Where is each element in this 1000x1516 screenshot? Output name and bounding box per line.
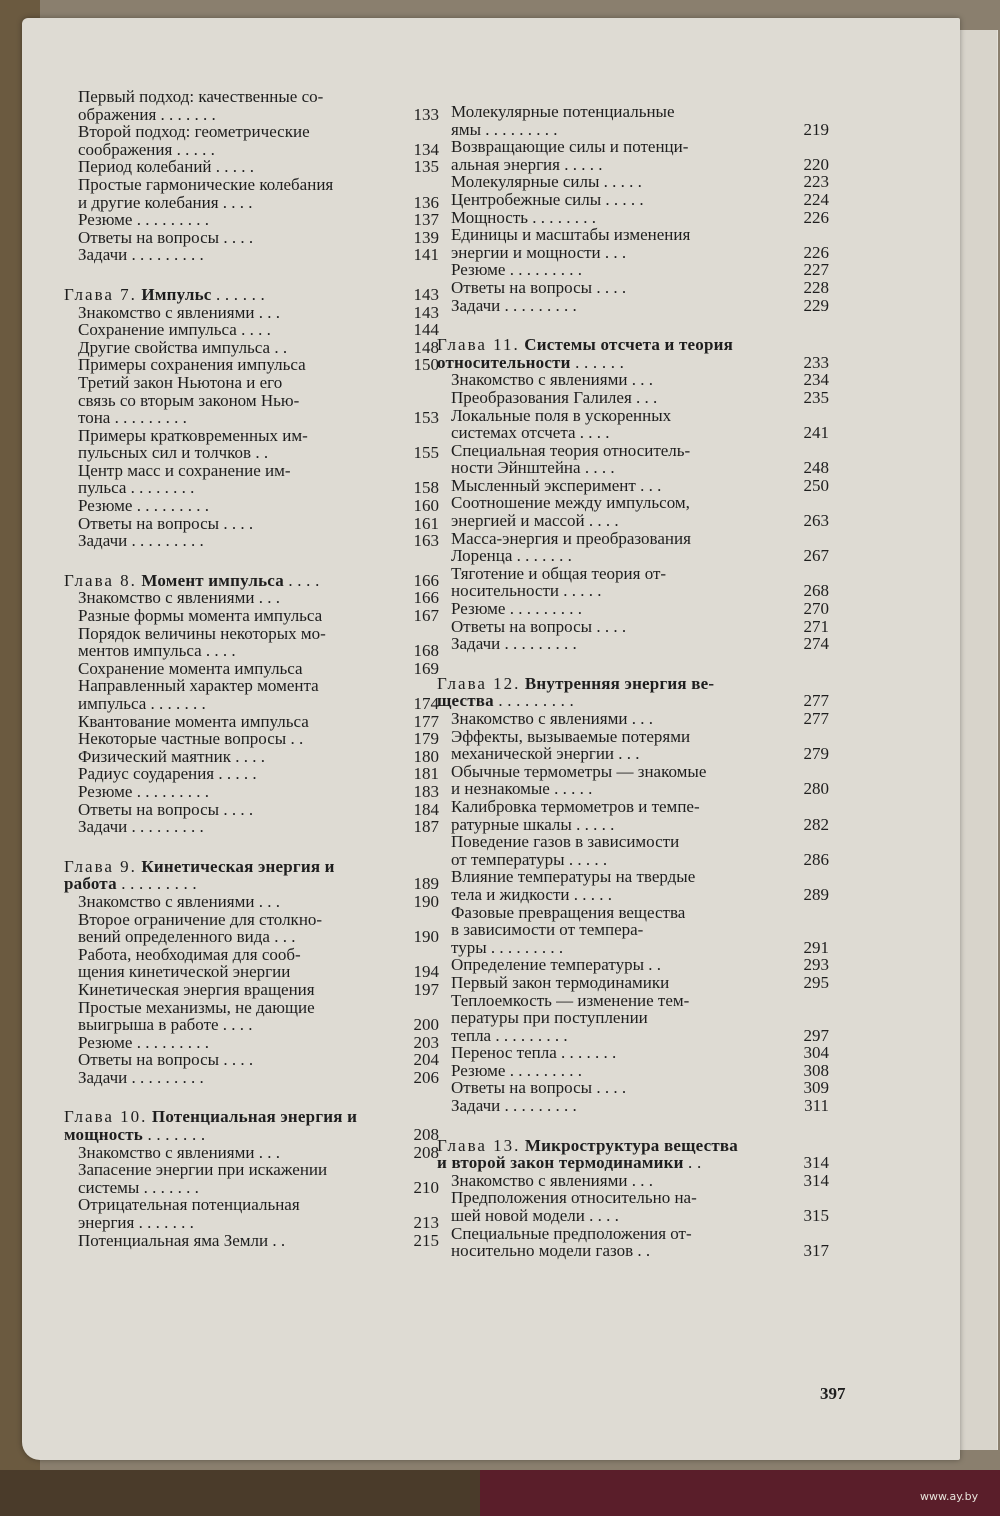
toc-entry — [437, 477, 829, 495]
chapter-label: Глава 7. — [64, 284, 137, 304]
entry-title: Разные формы момента импульса — [78, 606, 323, 626]
entry-title: Калибровка термометров и темпе- ратурные шкалы . . . . . — [451, 796, 700, 834]
toc-entry — [437, 565, 829, 600]
entry-page-number: 139 — [413, 227, 439, 247]
entry-page-number: 169 — [413, 658, 439, 678]
entry-title: Ответы на вопросы . . . . — [451, 1078, 627, 1098]
toc-entry — [437, 833, 829, 868]
toc-entry — [64, 532, 439, 550]
entry-title: Радиус соударения . . . . . — [78, 764, 257, 784]
toc-entry — [437, 1225, 829, 1260]
chapter-title — [64, 572, 387, 590]
entry-page-number: 274 — [803, 634, 829, 654]
entry-title: Задачи . . . . . . . . . — [451, 634, 577, 654]
toc-entry — [64, 713, 439, 731]
toc-entry — [64, 911, 439, 946]
chapter-leader: . . . . . . — [211, 284, 265, 304]
entry-page-number: 286 — [803, 849, 829, 869]
entry-page-number: 215 — [413, 1230, 439, 1250]
entry-title: Первый закон термодинамики — [451, 972, 670, 992]
toc-entry — [437, 226, 829, 261]
chapter-label: Глава 11. — [437, 335, 520, 355]
toc-entry — [64, 515, 439, 533]
toc-entry — [64, 589, 439, 607]
toc-entry — [64, 1034, 439, 1052]
entry-title: Ответы на вопросы . . . . — [451, 277, 627, 297]
entry-page-number: 277 — [803, 691, 829, 711]
entry-title: Возвращающие силы и потенци- альная энергия . . . . . — [451, 137, 689, 174]
entry-page-number: 227 — [803, 260, 829, 280]
chapter-label: Глава 13. — [437, 1135, 521, 1155]
toc-entry — [64, 304, 439, 322]
entry-title: Период колебаний . . . . . — [78, 157, 255, 177]
toc-entry — [437, 728, 829, 763]
entry-page-number: 297 — [803, 1025, 829, 1045]
toc-entry — [64, 88, 439, 123]
entry-title: Локальные поля в ускоренных системах отсчета . . . . — [451, 405, 672, 443]
entry-page-number: 234 — [803, 370, 829, 390]
entry-page-number: 206 — [413, 1067, 439, 1087]
entry-title: Сохранение импульса . . . . — [78, 320, 271, 340]
entry-title: Ответы на вопросы . . . . — [78, 513, 254, 533]
chapter-name: Кинетическая энергия и работа — [64, 856, 335, 894]
chapter-label: Глава 8. — [64, 570, 137, 590]
entry-page-number: 166 — [413, 588, 439, 608]
entry-title: Знакомство с явлениями . . . — [451, 709, 653, 728]
entry-title: Определение температуры . . — [451, 955, 662, 975]
entry-page-number: 220 — [803, 154, 829, 174]
entry-page-number: 224 — [803, 189, 829, 209]
entry-title: Второе ограничение для столкно- вений определенного вида . . . — [78, 909, 323, 947]
toc-entry — [64, 123, 439, 158]
toc-chapter-heading — [437, 1137, 829, 1172]
entry-title: Резюме . . . . . . . . . — [78, 781, 209, 801]
toc-entry — [437, 530, 829, 565]
toc-entry — [437, 956, 829, 974]
toc-entry — [437, 371, 829, 389]
entry-title: Направленный характер момента импульса . . . . . . . — [78, 676, 319, 713]
entry-title: Знакомство с явлениями . . . — [451, 370, 653, 390]
entry-page-number: 314 — [803, 1170, 829, 1190]
chapter-title — [437, 1137, 777, 1172]
toc-entry — [437, 191, 829, 209]
entry-page-number: 190 — [413, 891, 439, 911]
entry-title: Молекулярные силы . . . . . — [451, 172, 642, 192]
toc-chapter-heading — [437, 675, 829, 710]
toc-chapter-heading — [64, 286, 439, 304]
toc-entry — [437, 279, 829, 297]
entry-title: Масса-энергия и преобразования Лоренца . . . . . . . — [451, 528, 691, 566]
toc-entry — [437, 1097, 829, 1115]
toc-entry — [64, 748, 439, 766]
entry-page-number: 235 — [803, 387, 829, 407]
entry-page-number: 134 — [413, 139, 439, 159]
toc-entry — [437, 798, 829, 833]
entry-title: Знакомство с явлениями . . . — [78, 302, 280, 322]
entry-page-number: 194 — [413, 962, 439, 982]
toc-entry — [437, 618, 829, 636]
toc-entry — [437, 1079, 829, 1097]
toc-entry — [64, 660, 439, 678]
toc-entry — [64, 999, 439, 1034]
toc-entry — [64, 818, 439, 836]
toc-right-column — [437, 103, 829, 1260]
toc-entry — [437, 1172, 829, 1190]
toc-entry — [64, 246, 439, 264]
entry-page-number: 280 — [803, 779, 829, 799]
entry-page-number: 223 — [803, 172, 829, 192]
entry-title: Знакомство с явлениями . . . — [451, 1170, 653, 1190]
entry-title: Преобразования Галилея . . . — [451, 387, 658, 407]
toc-entry — [64, 321, 439, 339]
toc-chapter-heading — [64, 572, 439, 590]
entry-title: Ответы на вопросы . . . . — [451, 616, 627, 636]
entry-title: Отрицательная потенциальная энергия . . . . . . . — [78, 1195, 300, 1233]
entry-title: Задачи . . . . . . . . . — [451, 295, 577, 315]
entry-title: Запасение энергии при искажении системы . . . . . . . — [78, 1160, 328, 1197]
entry-title: Первый подход: качественные со- ображения . . . . . . . — [78, 87, 324, 124]
toc-entry — [437, 974, 829, 992]
toc-entry — [437, 904, 829, 957]
entry-title: Центр масс и сохранение им- пульса . . . . . . . . — [78, 460, 291, 498]
entry-page-number: 219 — [803, 119, 829, 139]
entry-page-number: 279 — [803, 744, 829, 764]
toc-entry — [64, 730, 439, 748]
entry-page-number: 282 — [803, 814, 829, 834]
entry-title: Второй подход: геометрические соображения . . . . . — [78, 122, 310, 159]
entry-title: Влияние температуры на твердые тела и жидкости . . . . . — [451, 867, 696, 904]
entry-page-number: 226 — [803, 242, 829, 262]
entry-page-number: 268 — [803, 581, 829, 601]
entry-page-number: 155 — [413, 443, 439, 463]
chapter-name: Микроструктура вещества и второй закон термодинамики — [437, 1135, 738, 1173]
entry-title: Резюме . . . . . . . . . — [78, 210, 209, 230]
toc-entry — [437, 103, 829, 138]
entry-page-number: 174 — [413, 694, 439, 713]
chapter-name: Потенциальная энергия и мощность — [64, 1107, 358, 1145]
entry-page-number: 311 — [804, 1096, 829, 1116]
toc-entry — [437, 261, 829, 279]
toc-left-column — [64, 88, 439, 1249]
entry-title: Третий закон Ньютона и его связь со вторым законом Нью- тона . . . . . . . . . — [78, 372, 300, 428]
entry-title: Задачи . . . . . . . . . — [78, 245, 204, 265]
entry-title: Ответы на вопросы . . . . — [78, 799, 254, 819]
chapter-title — [437, 336, 777, 371]
toc-entry — [64, 981, 439, 999]
entry-title: Обычные термометры — знакомые и незнакомые . . . . . — [451, 761, 707, 799]
watermark: www.ay.by — [920, 1490, 979, 1503]
entry-page-number: 197 — [413, 979, 439, 999]
entry-title: Резюме . . . . . . . . . — [78, 1032, 209, 1052]
toc-entry — [64, 229, 439, 247]
toc-entry — [64, 497, 439, 515]
chapter-label: Глава 9. — [64, 856, 137, 876]
toc-entry — [437, 442, 829, 477]
entry-title: Соотношение между импульсом, энергией и массой . . . . — [451, 493, 690, 531]
entry-page-number: 208 — [413, 1142, 439, 1162]
entry-page-number: 315 — [803, 1206, 829, 1226]
chapter-title — [64, 1108, 387, 1143]
entry-page-number: 241 — [803, 423, 829, 443]
entry-page-number: 143 — [413, 302, 439, 322]
entry-page-number: 160 — [413, 496, 439, 516]
chapter-leader: . . . . . . . . . — [116, 874, 197, 894]
toc-entry — [437, 407, 829, 442]
entry-title: Резюме . . . . . . . . . — [78, 496, 209, 516]
toc-entry — [64, 176, 439, 211]
entry-title: Сохранение момента импульса — [78, 658, 303, 678]
toc-entry — [437, 297, 829, 315]
entry-page-number: 200 — [413, 1015, 439, 1035]
entry-page-number: 163 — [413, 531, 439, 551]
entry-title: Центробежные силы . . . . . — [451, 189, 644, 209]
toc-entry — [64, 462, 439, 497]
entry-page-number: 148 — [413, 337, 439, 357]
entry-title: Задачи . . . . . . . . . — [78, 531, 204, 551]
entry-title: Порядок величины некоторых мо- ментов импульса . . . . — [78, 623, 326, 661]
toc-entry — [437, 868, 829, 903]
entry-title: Знакомство с явлениями . . . — [78, 588, 280, 608]
toc-entry — [64, 1161, 439, 1196]
toc-chapter-heading — [64, 858, 439, 893]
entry-page-number: 177 — [413, 711, 439, 731]
entry-title: Знакомство с явлениями . . . — [78, 891, 280, 911]
chapter-name: Момент импульса — [141, 570, 284, 590]
entry-page-number: 229 — [803, 295, 829, 315]
toc-entry — [64, 158, 439, 176]
entry-page-number: 137 — [413, 210, 439, 230]
entry-page-number: 270 — [803, 599, 829, 619]
entry-title: Примеры сохранения импульса — [78, 355, 306, 375]
entry-page-number: 295 — [803, 972, 829, 992]
entry-page-number: 184 — [413, 799, 439, 819]
entry-page-number: 293 — [803, 955, 829, 975]
entry-page-number: 166 — [413, 570, 439, 590]
chapter-label: Глава 12. — [437, 673, 521, 693]
entry-page-number: 135 — [413, 157, 439, 177]
entry-title: Единицы и масштабы изменения энергии и мощности . . . — [451, 225, 691, 262]
entry-title: Фазовые превращения вещества в зависимости от темпера- туры . . . . . . . . . — [451, 902, 686, 957]
entry-title: Другие свойства импульса . . — [78, 337, 288, 357]
entry-page-number: 267 — [803, 546, 829, 566]
toc-entry — [64, 946, 439, 981]
entry-page-number: 204 — [413, 1050, 439, 1070]
entry-title: Ответы на вопросы . . . . — [78, 1050, 254, 1070]
entry-title: Специальная теория относитель- ности Эйнштейна . . . . — [451, 440, 691, 478]
toc-entry — [437, 209, 829, 227]
entry-title: Кинетическая энергия вращения — [78, 979, 315, 999]
entry-page-number: 183 — [413, 781, 439, 801]
chapter-leader: . . . . . . — [570, 352, 625, 372]
toc-entry — [437, 1044, 829, 1062]
toc-entry — [64, 427, 439, 462]
entry-page-number: 144 — [413, 320, 439, 340]
toc-entry — [64, 339, 439, 357]
entry-page-number: 226 — [803, 207, 829, 227]
chapter-leader: . . . . . . . . . — [493, 691, 574, 711]
entry-title: Перенос тепла . . . . . . . — [451, 1043, 617, 1063]
entry-page-number: 317 — [803, 1241, 829, 1261]
entry-page-number: 213 — [413, 1213, 439, 1233]
toc-entry — [437, 992, 829, 1045]
entry-page-number: 289 — [803, 884, 829, 904]
entry-page-number: 308 — [803, 1060, 829, 1080]
chapter-leader: . . . . — [283, 570, 320, 590]
entry-title: Простые механизмы, не дающие выигрыша в работе . . . . — [78, 997, 315, 1035]
entry-page-number: 233 — [803, 352, 829, 372]
entry-title: Резюме . . . . . . . . . — [451, 599, 582, 619]
chapter-title — [64, 286, 387, 304]
entry-title: Знакомство с явлениями . . . — [78, 1142, 280, 1162]
chapter-title — [64, 858, 387, 893]
toc-entry — [64, 1069, 439, 1087]
toc-entry — [64, 1196, 439, 1231]
entry-title: Некоторые частные вопросы . . — [78, 729, 304, 749]
toc-entry — [437, 635, 829, 653]
entry-page-number: 248 — [803, 458, 829, 478]
toc-entry — [64, 607, 439, 625]
entry-title: Ответы на вопросы . . . . — [78, 227, 254, 247]
entry-page-number: 179 — [413, 729, 439, 749]
entry-page-number: 133 — [413, 104, 439, 124]
toc-entry — [64, 893, 439, 911]
toc-entry — [64, 211, 439, 229]
entry-page-number: 250 — [803, 475, 829, 495]
entry-title: Предположения относительно на- шей новой модели . . . . — [451, 1188, 697, 1226]
entry-page-number: 158 — [413, 478, 439, 498]
toc-entry — [437, 600, 829, 618]
entry-title: Мысленный эксперимент . . . — [451, 475, 662, 495]
entry-page-number: 263 — [803, 511, 829, 531]
entry-page-number: 203 — [413, 1032, 439, 1052]
entry-title: Квантование момента импульса — [78, 711, 309, 731]
entry-title: Тяготение и общая теория от- носительности . . . . . — [451, 563, 667, 601]
entry-page-number: 291 — [803, 937, 829, 957]
toc-entry — [64, 783, 439, 801]
toc-entry — [437, 710, 829, 728]
entry-title: Теплоемкость — изменение тем- пературы при поступлении тепла . . . . . . . . . — [451, 990, 690, 1045]
chapter-name: Внутренняя энергия ве- щества — [437, 673, 715, 711]
entry-page-number: 181 — [413, 764, 439, 784]
entry-page-number: 190 — [413, 927, 439, 947]
toc-entry — [64, 1051, 439, 1069]
chapter-name: Импульс — [141, 284, 212, 304]
entry-page-number: 208 — [413, 1125, 439, 1145]
chapter-title — [437, 675, 777, 710]
entry-title: Задачи . . . . . . . . . — [451, 1096, 577, 1116]
toc-chapter-heading — [437, 336, 829, 371]
toc-entry — [437, 173, 829, 191]
entry-page-number: 167 — [413, 606, 439, 626]
entry-page-number: 271 — [803, 616, 829, 636]
entry-title: Резюме . . . . . . . . . — [451, 1060, 582, 1080]
entry-title: Физический маятник . . . . — [78, 746, 265, 766]
entry-page-number: 180 — [413, 746, 439, 766]
entry-page-number: 143 — [413, 284, 439, 304]
toc-entry — [64, 356, 439, 374]
entry-title: Примеры кратковременных им- пульсных сил и толчков . . — [78, 425, 308, 463]
toc-chapter-heading — [64, 1108, 439, 1143]
page-number: 397 — [820, 1384, 846, 1403]
toc-entry — [64, 1144, 439, 1162]
toc-entry — [64, 765, 439, 783]
chapter-leader: . . — [683, 1153, 702, 1173]
entry-title: Работа, необходимая для сооб- щения кинетической энергии — [78, 944, 301, 982]
entry-page-number: 161 — [413, 513, 439, 533]
toc-entry — [437, 389, 829, 407]
toc-entry — [64, 374, 439, 427]
entry-title: Мощность . . . . . . . . — [451, 207, 597, 227]
entry-page-number: 309 — [803, 1078, 829, 1098]
toc-entry — [437, 763, 829, 798]
chapter-name: Системы отсчета и теория относительности — [437, 335, 734, 372]
entry-title: Задачи . . . . . . . . . — [78, 1067, 204, 1087]
entry-page-number: 210 — [413, 1177, 439, 1197]
entry-page-number: 187 — [413, 817, 439, 837]
entry-page-number: 189 — [413, 874, 439, 894]
entry-page-number: 136 — [413, 192, 439, 212]
toc-entry — [437, 1189, 829, 1224]
entry-title: Потенциальная яма Земли . . — [78, 1230, 286, 1250]
entry-page-number: 304 — [803, 1043, 829, 1063]
entry-page-number: 314 — [803, 1153, 829, 1173]
toc-entry — [64, 677, 439, 712]
toc-entry — [64, 801, 439, 819]
entry-page-number: 168 — [413, 641, 439, 661]
entry-title: Эффекты, вызываемые потерями механической энергии . . . — [451, 726, 691, 764]
entry-page-number: 228 — [803, 277, 829, 297]
toc-entry — [437, 1062, 829, 1080]
book-page — [22, 18, 960, 1460]
entry-title: Специальные предположения от- носительно модели газов . . — [451, 1223, 692, 1261]
entry-page-number: 277 — [803, 709, 829, 728]
entry-page-number: 141 — [413, 245, 439, 265]
toc-entry — [437, 138, 829, 173]
entry-title: Молекулярные потенциальные ямы . . . . . . . . . — [451, 102, 675, 139]
entry-page-number: 153 — [413, 408, 439, 428]
toc-entry — [437, 494, 829, 529]
toc-entry — [64, 625, 439, 660]
entry-title: Резюме . . . . . . . . . — [451, 260, 582, 280]
chapter-leader: . . . . . . . — [143, 1125, 206, 1145]
entry-title: Простые гармонические колебания и другие колебания . . . . — [78, 174, 334, 212]
entry-title: Задачи . . . . . . . . . — [78, 817, 204, 837]
entry-page-number: 150 — [413, 355, 439, 375]
toc-entry — [64, 1232, 439, 1250]
chapter-label: Глава 10. — [64, 1107, 148, 1127]
entry-title: Поведение газов в зависимости от температуры . . . . . — [451, 832, 680, 869]
